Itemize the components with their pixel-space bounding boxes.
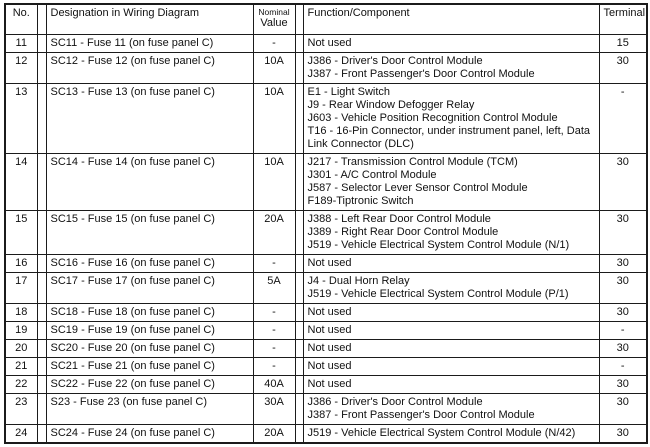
- function-line: Not used: [307, 377, 352, 390]
- cell-spacer-left: [37, 357, 46, 375]
- cell-spacer-right: [295, 210, 303, 254]
- table-row: [5, 83, 647, 153]
- cell-spacer-right: [295, 357, 303, 375]
- function-line: Not used: [307, 323, 352, 336]
- cell-no: 22: [5, 375, 37, 393]
- function-line: J519 - Vehicle Electrical System Control Module (P/1): [307, 287, 569, 300]
- cell-no: 23: [5, 393, 37, 424]
- table-row: [5, 254, 647, 272]
- cell-no: 16: [5, 254, 37, 272]
- cell-designation: SC13 - Fuse 13 (on fuse panel C): [46, 83, 253, 153]
- cell-function: [303, 153, 599, 210]
- cell-terminal: 30: [599, 52, 647, 83]
- cell-nominal-value: -: [253, 321, 295, 339]
- cell-spacer-right: [295, 34, 303, 52]
- function-line: J519 - Vehicle Electrical System Control Module (N/1): [307, 238, 570, 251]
- function-line: J387 - Front Passenger's Door Control Module: [307, 408, 535, 421]
- cell-nominal-value: 10A: [253, 153, 295, 210]
- cell-spacer-right: [295, 272, 303, 303]
- cell-spacer-right: [295, 424, 303, 443]
- cell-function: [303, 339, 599, 357]
- cell-designation: S23 - Fuse 23 (on fuse panel C): [46, 393, 253, 424]
- cell-no: 12: [5, 52, 37, 83]
- header-row: [5, 4, 647, 34]
- function-line: F189-Tiptronic Switch: [307, 194, 414, 207]
- cell-function: [303, 303, 599, 321]
- cell-function: [303, 254, 599, 272]
- column-header-terminal: Terminal: [599, 4, 647, 34]
- cell-nominal-value: 20A: [253, 424, 295, 443]
- table-row: [5, 210, 647, 254]
- cell-no: 20: [5, 339, 37, 357]
- table-row: [5, 424, 647, 443]
- cell-spacer-right: [295, 393, 303, 424]
- table-row: [5, 52, 647, 83]
- table-row: [5, 34, 647, 52]
- cell-terminal: 15: [599, 34, 647, 52]
- cell-spacer-left: [37, 303, 46, 321]
- function-line: J388 - Left Rear Door Control Module: [307, 212, 491, 225]
- cell-terminal: -: [599, 357, 647, 375]
- function-line: Not used: [307, 305, 352, 318]
- cell-no: 18: [5, 303, 37, 321]
- column-header-no: No.: [5, 4, 37, 34]
- cell-designation: SC11 - Fuse 11 (on fuse panel C): [46, 34, 253, 52]
- cell-nominal-value: -: [253, 303, 295, 321]
- table-row: [5, 339, 647, 357]
- cell-function: [303, 210, 599, 254]
- cell-terminal: -: [599, 83, 647, 153]
- cell-spacer-left: [37, 210, 46, 254]
- cell-designation: SC12 - Fuse 12 (on fuse panel C): [46, 52, 253, 83]
- cell-spacer-right: [295, 375, 303, 393]
- function-line: J389 - Right Rear Door Control Module: [307, 225, 499, 238]
- cell-no: 19: [5, 321, 37, 339]
- cell-nominal-value: -: [253, 339, 295, 357]
- cell-function: [303, 34, 599, 52]
- cell-spacer-left: [37, 83, 46, 153]
- cell-nominal-value: -: [253, 254, 295, 272]
- cell-no: 11: [5, 34, 37, 52]
- cell-no: 15: [5, 210, 37, 254]
- cell-terminal: -: [599, 321, 647, 339]
- cell-terminal: 30: [599, 153, 647, 210]
- cell-terminal: 30: [599, 272, 647, 303]
- table-row: [5, 303, 647, 321]
- function-line: J9 - Rear Window Defogger Relay: [307, 98, 475, 111]
- cell-spacer-right: [295, 339, 303, 357]
- cell-spacer-left: [37, 254, 46, 272]
- cell-spacer-left: [37, 34, 46, 52]
- cell-function: [303, 52, 599, 83]
- cell-nominal-value: 40A: [253, 375, 295, 393]
- cell-function: [303, 83, 599, 153]
- function-line: J4 - Dual Horn Relay: [307, 274, 410, 287]
- cell-nominal-value: 30A: [253, 393, 295, 424]
- fuse-table-body: [5, 34, 647, 443]
- cell-designation: SC16 - Fuse 16 (on fuse panel C): [46, 254, 253, 272]
- function-line: E1 - Light Switch: [307, 85, 391, 98]
- cell-terminal: 30: [599, 339, 647, 357]
- cell-nominal-value: -: [253, 357, 295, 375]
- cell-spacer-right: [295, 83, 303, 153]
- cell-terminal: 30: [599, 254, 647, 272]
- fuse-table-header: [5, 4, 647, 34]
- function-line: Not used: [307, 256, 352, 269]
- nominal-header-line2: Value: [260, 17, 288, 29]
- function-line: Not used: [307, 341, 352, 354]
- function-line: J386 - Driver's Door Control Module: [307, 54, 483, 67]
- cell-nominal-value: -: [253, 34, 295, 52]
- cell-nominal-value: 5A: [253, 272, 295, 303]
- cell-spacer-left: [37, 393, 46, 424]
- cell-spacer-right: [295, 52, 303, 83]
- cell-spacer-left: [37, 424, 46, 443]
- function-line: J603 - Vehicle Position Recognition Control Module: [307, 111, 558, 124]
- cell-function: [303, 357, 599, 375]
- table-row: [5, 153, 647, 210]
- cell-terminal: 30: [599, 393, 647, 424]
- cell-nominal-value: 10A: [253, 52, 295, 83]
- cell-spacer-left: [37, 272, 46, 303]
- cell-function: [303, 272, 599, 303]
- cell-designation: SC19 - Fuse 19 (on fuse panel C): [46, 321, 253, 339]
- table-row: [5, 321, 647, 339]
- cell-spacer-right: [295, 254, 303, 272]
- function-line: Not used: [307, 359, 352, 372]
- cell-no: 14: [5, 153, 37, 210]
- nominal-header-line1: Nominal: [258, 7, 290, 17]
- cell-designation: SC14 - Fuse 14 (on fuse panel C): [46, 153, 253, 210]
- function-line: J387 - Front Passenger's Door Control Module: [307, 67, 535, 80]
- function-line: J217 - Transmission Control Module (TCM): [307, 155, 518, 168]
- function-line: J386 - Driver's Door Control Module: [307, 395, 483, 408]
- cell-spacer-right: [295, 321, 303, 339]
- cell-spacer-left: [37, 153, 46, 210]
- fuse-table: [4, 3, 648, 444]
- column-header-function: Function/Component: [303, 4, 599, 34]
- cell-spacer-right: [295, 303, 303, 321]
- cell-designation: SC24 - Fuse 24 (on fuse panel C): [46, 424, 253, 443]
- cell-terminal: 30: [599, 210, 647, 254]
- cell-spacer-left: [37, 52, 46, 83]
- cell-designation: SC20 - Fuse 20 (on fuse panel C): [46, 339, 253, 357]
- cell-spacer-left: [37, 321, 46, 339]
- cell-designation: SC18 - Fuse 18 (on fuse panel C): [46, 303, 253, 321]
- cell-no: 24: [5, 424, 37, 443]
- cell-function: [303, 393, 599, 424]
- cell-designation: SC17 - Fuse 17 (on fuse panel C): [46, 272, 253, 303]
- cell-spacer-right: [295, 153, 303, 210]
- column-header-designation: Designation in Wiring Diagram: [46, 4, 253, 34]
- cell-function: [303, 424, 599, 443]
- cell-designation: SC21 - Fuse 21 (on fuse panel C): [46, 357, 253, 375]
- cell-terminal: 30: [599, 375, 647, 393]
- function-line: J301 - A/C Control Module: [307, 168, 437, 181]
- function-line: J519 - Vehicle Electrical System Control Module (N/42): [307, 426, 576, 439]
- cell-nominal-value: 20A: [253, 210, 295, 254]
- cell-no: 17: [5, 272, 37, 303]
- cell-terminal: 30: [599, 303, 647, 321]
- cell-no: 21: [5, 357, 37, 375]
- cell-terminal: 30: [599, 424, 647, 443]
- column-header-nominal-value: [253, 4, 295, 34]
- table-row: [5, 357, 647, 375]
- header-spacer-right: [295, 4, 303, 34]
- function-line: T16 - 16-Pin Connector, under instrument panel, left, Data Link Connector (DLC): [307, 124, 590, 150]
- function-line: J587 - Selector Lever Sensor Control Module: [307, 181, 528, 194]
- cell-nominal-value: 10A: [253, 83, 295, 153]
- cell-function: [303, 321, 599, 339]
- function-line: Not used: [307, 36, 352, 49]
- table-row: [5, 393, 647, 424]
- table-row: [5, 272, 647, 303]
- cell-function: [303, 375, 599, 393]
- table-row: [5, 375, 647, 393]
- cell-designation: SC15 - Fuse 15 (on fuse panel C): [46, 210, 253, 254]
- header-spacer-left: [37, 4, 46, 34]
- cell-no: 13: [5, 83, 37, 153]
- cell-designation: SC22 - Fuse 22 (on fuse panel C): [46, 375, 253, 393]
- cell-spacer-left: [37, 339, 46, 357]
- cell-spacer-left: [37, 375, 46, 393]
